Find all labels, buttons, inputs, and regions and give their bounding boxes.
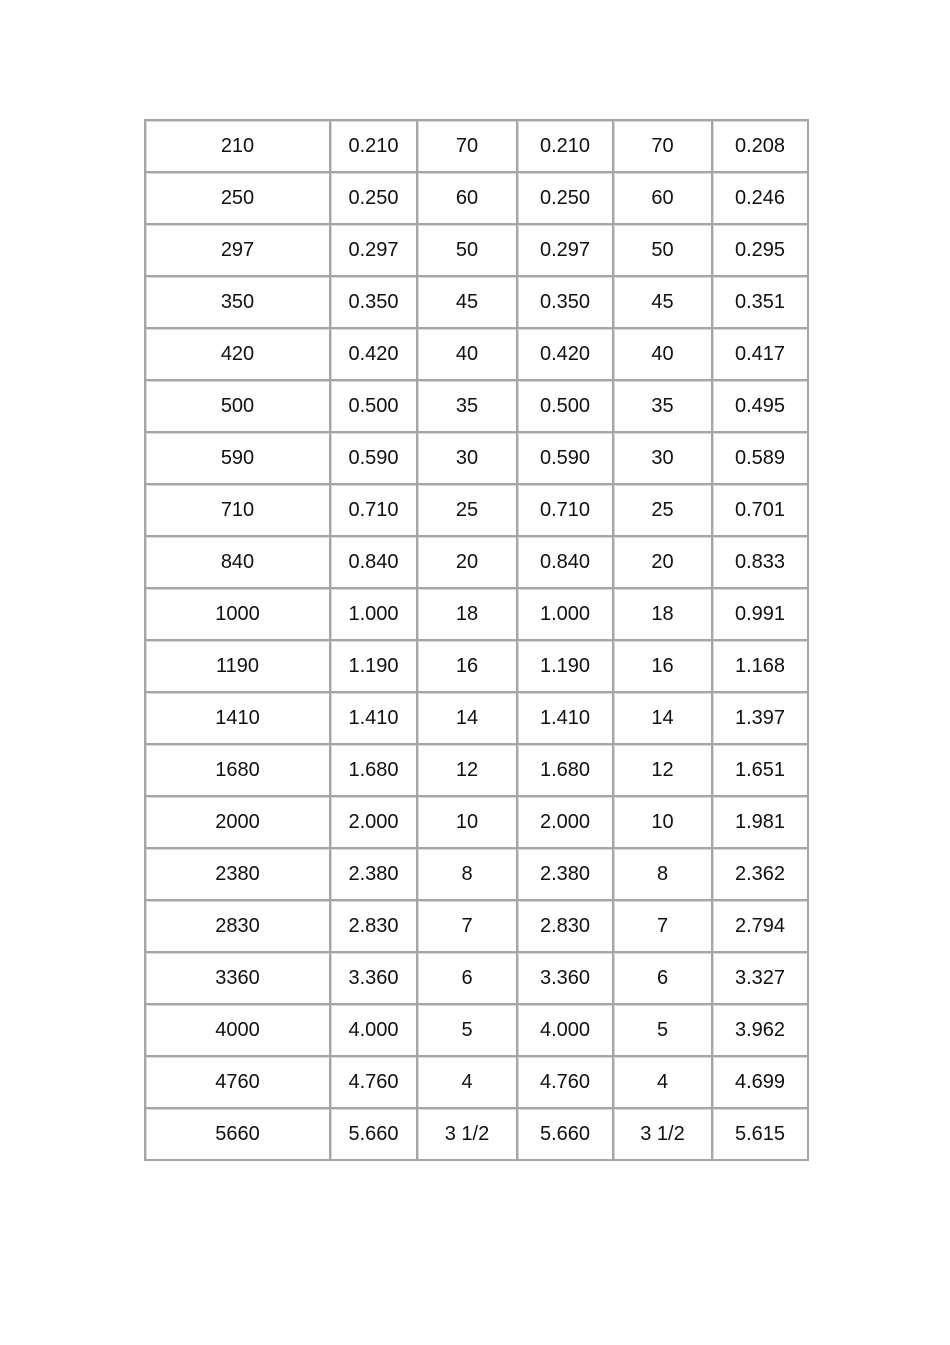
table-cell: 12	[417, 744, 517, 796]
table-cell: 1680	[145, 744, 330, 796]
table-cell: 5.615	[712, 1108, 808, 1160]
table-row	[145, 432, 808, 484]
table-cell: 3360	[145, 952, 330, 1004]
table-cell: 45	[613, 276, 712, 328]
table-cell: 590	[145, 432, 330, 484]
table-cell: 0.589	[712, 432, 808, 484]
table-cell: 60	[417, 172, 517, 224]
table-cell: 4.699	[712, 1056, 808, 1108]
table-cell: 2000	[145, 796, 330, 848]
table-row	[145, 1004, 808, 1056]
table-cell: 0.710	[330, 484, 417, 536]
sieve-size-table	[144, 119, 809, 1161]
table-cell: 1.651	[712, 744, 808, 796]
table-row	[145, 120, 808, 172]
table-cell: 5	[613, 1004, 712, 1056]
table-cell: 2.380	[517, 848, 613, 900]
table-cell: 2.830	[330, 900, 417, 952]
table-cell: 10	[417, 796, 517, 848]
table-cell: 1.000	[517, 588, 613, 640]
table-cell: 18	[417, 588, 517, 640]
table-cell: 45	[417, 276, 517, 328]
table-cell: 0.991	[712, 588, 808, 640]
table-cell: 35	[613, 380, 712, 432]
table-cell: 420	[145, 328, 330, 380]
table-cell: 40	[417, 328, 517, 380]
table-cell: 2.794	[712, 900, 808, 952]
table-cell: 1.680	[517, 744, 613, 796]
table-cell: 70	[417, 120, 517, 172]
table-cell: 0.701	[712, 484, 808, 536]
table-cell: 0.295	[712, 224, 808, 276]
table-cell: 297	[145, 224, 330, 276]
table-cell: 20	[613, 536, 712, 588]
table-cell: 710	[145, 484, 330, 536]
table-cell: 16	[613, 640, 712, 692]
table-cell: 0.208	[712, 120, 808, 172]
table-cell: 4.760	[330, 1056, 417, 1108]
table-cell: 0.350	[330, 276, 417, 328]
table-cell: 3.360	[517, 952, 613, 1004]
table-cell: 0.420	[517, 328, 613, 380]
table-row	[145, 224, 808, 276]
table-cell: 4.000	[517, 1004, 613, 1056]
table-cell: 50	[417, 224, 517, 276]
table-cell: 60	[613, 172, 712, 224]
table-row	[145, 848, 808, 900]
table-cell: 2.362	[712, 848, 808, 900]
table-cell: 4	[417, 1056, 517, 1108]
table-cell: 0.210	[517, 120, 613, 172]
table-cell: 8	[417, 848, 517, 900]
table-cell: 0.710	[517, 484, 613, 536]
table-row	[145, 952, 808, 1004]
table-cell: 6	[613, 952, 712, 1004]
table-cell: 4000	[145, 1004, 330, 1056]
table-cell: 10	[613, 796, 712, 848]
table-cell: 18	[613, 588, 712, 640]
table-row	[145, 536, 808, 588]
table-cell: 1.397	[712, 692, 808, 744]
table-cell: 1000	[145, 588, 330, 640]
table-cell: 0.417	[712, 328, 808, 380]
table-cell: 1.680	[330, 744, 417, 796]
table-cell: 7	[417, 900, 517, 952]
table-cell: 35	[417, 380, 517, 432]
table-cell: 1.190	[517, 640, 613, 692]
table-cell: 14	[613, 692, 712, 744]
table-cell: 0.500	[517, 380, 613, 432]
table-cell: 1.981	[712, 796, 808, 848]
table-cell: 4.760	[517, 1056, 613, 1108]
table-row	[145, 172, 808, 224]
table-cell: 0.500	[330, 380, 417, 432]
table-cell: 14	[417, 692, 517, 744]
table-cell: 2.000	[517, 796, 613, 848]
table-body	[145, 120, 808, 1160]
table-cell: 0.250	[330, 172, 417, 224]
table-cell: 0.840	[517, 536, 613, 588]
table-cell: 3.360	[330, 952, 417, 1004]
table-row	[145, 276, 808, 328]
table-cell: 4	[613, 1056, 712, 1108]
table-cell: 7	[613, 900, 712, 952]
table-cell: 5.660	[330, 1108, 417, 1160]
table-cell: 210	[145, 120, 330, 172]
table-row	[145, 900, 808, 952]
table-cell: 70	[613, 120, 712, 172]
table-cell: 500	[145, 380, 330, 432]
table-cell: 2.830	[517, 900, 613, 952]
table-cell: 0.420	[330, 328, 417, 380]
table-cell: 0.250	[517, 172, 613, 224]
table-cell: 0.590	[330, 432, 417, 484]
table-row	[145, 328, 808, 380]
table-row	[145, 588, 808, 640]
table-cell: 1.168	[712, 640, 808, 692]
table-cell: 4.000	[330, 1004, 417, 1056]
table-cell: 3 1/2	[613, 1108, 712, 1160]
table-cell: 1410	[145, 692, 330, 744]
table-row	[145, 1108, 808, 1160]
table-cell: 0.833	[712, 536, 808, 588]
table-row	[145, 796, 808, 848]
table-row	[145, 640, 808, 692]
table-cell: 16	[417, 640, 517, 692]
table-cell: 2380	[145, 848, 330, 900]
table-cell: 50	[613, 224, 712, 276]
table-cell: 0.350	[517, 276, 613, 328]
table-cell: 6	[417, 952, 517, 1004]
table-cell: 1.410	[517, 692, 613, 744]
table-cell: 25	[613, 484, 712, 536]
table-cell: 4760	[145, 1056, 330, 1108]
table-row	[145, 692, 808, 744]
table-cell: 3.962	[712, 1004, 808, 1056]
table-cell: 840	[145, 536, 330, 588]
table-cell: 12	[613, 744, 712, 796]
table-row	[145, 1056, 808, 1108]
table-row	[145, 380, 808, 432]
table-cell: 5	[417, 1004, 517, 1056]
table-cell: 2.380	[330, 848, 417, 900]
table-cell: 5.660	[517, 1108, 613, 1160]
table-cell: 1190	[145, 640, 330, 692]
table-cell: 5660	[145, 1108, 330, 1160]
table-cell: 1.190	[330, 640, 417, 692]
table-cell: 3 1/2	[417, 1108, 517, 1160]
table-cell: 40	[613, 328, 712, 380]
table-cell: 0.297	[517, 224, 613, 276]
table-cell: 3.327	[712, 952, 808, 1004]
table-cell: 0.351	[712, 276, 808, 328]
table-cell: 20	[417, 536, 517, 588]
table-cell: 0.297	[330, 224, 417, 276]
table-cell: 0.210	[330, 120, 417, 172]
table-cell: 8	[613, 848, 712, 900]
table-cell: 25	[417, 484, 517, 536]
table-cell: 0.590	[517, 432, 613, 484]
table-cell: 0.495	[712, 380, 808, 432]
table-row	[145, 744, 808, 796]
table-cell: 2.000	[330, 796, 417, 848]
table-row	[145, 484, 808, 536]
table-cell: 0.840	[330, 536, 417, 588]
table-cell: 2830	[145, 900, 330, 952]
table-cell: 30	[417, 432, 517, 484]
table-cell: 30	[613, 432, 712, 484]
table-cell: 1.410	[330, 692, 417, 744]
table-cell: 250	[145, 172, 330, 224]
table-cell: 350	[145, 276, 330, 328]
table-cell: 0.246	[712, 172, 808, 224]
table-cell: 1.000	[330, 588, 417, 640]
